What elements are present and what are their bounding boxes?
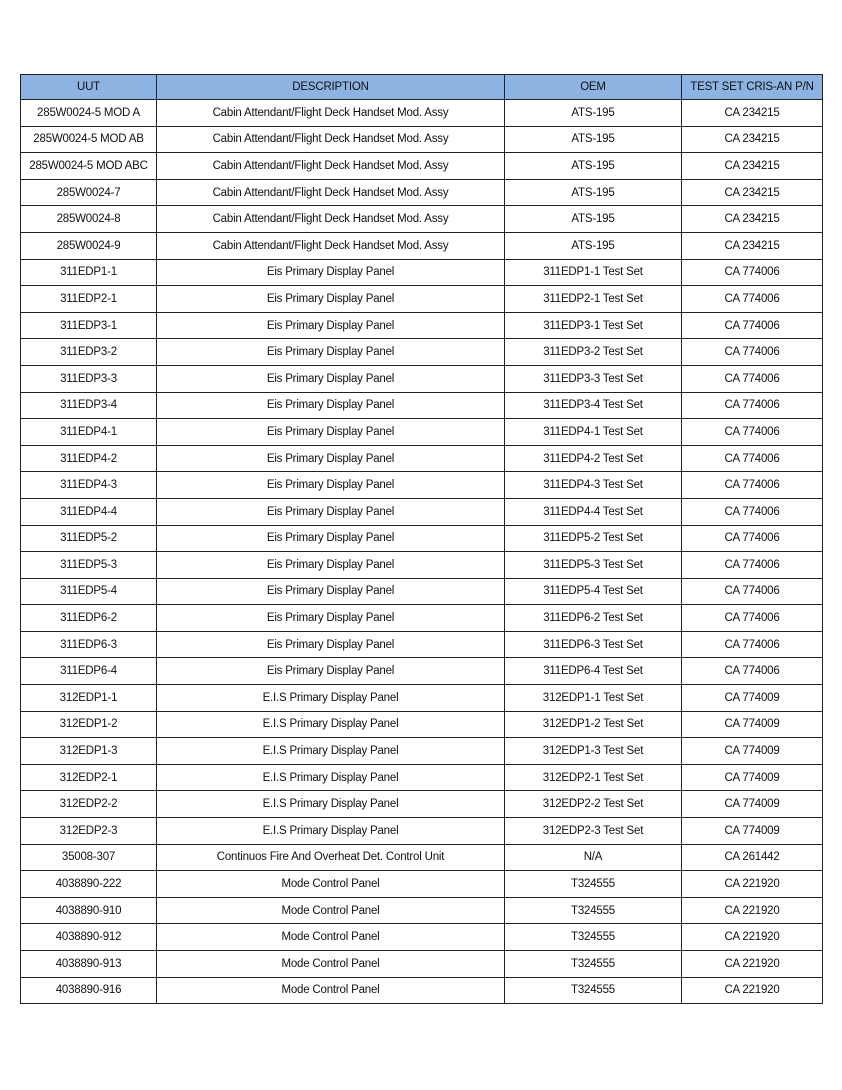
- cell-uut: 4038890-916: [21, 977, 157, 1004]
- header-description: DESCRIPTION: [157, 75, 505, 100]
- cell-uut: 285W0024-5 MOD AB: [21, 126, 157, 153]
- cell-oem: 311EDP4-3 Test Set: [505, 472, 682, 499]
- cell-test-set: CA 234215: [682, 126, 823, 153]
- cell-description: Eis Primary Display Panel: [157, 552, 505, 579]
- cell-uut: 311EDP2-1: [21, 286, 157, 313]
- cell-description: Mode Control Panel: [157, 951, 505, 978]
- cell-uut: 311EDP3-1: [21, 312, 157, 339]
- cell-test-set: CA 774006: [682, 286, 823, 313]
- cell-test-set: CA 234215: [682, 100, 823, 127]
- cell-oem: 311EDP3-3 Test Set: [505, 365, 682, 392]
- cell-test-set: CA 774006: [682, 578, 823, 605]
- cell-description: Cabin Attendant/Flight Deck Handset Mod. Assy: [157, 206, 505, 233]
- table-body: [21, 100, 823, 1004]
- table-header: [21, 75, 823, 100]
- cell-uut: 35008-307: [21, 844, 157, 871]
- header-test-set: TEST SET CRIS-AN P/N: [682, 75, 823, 100]
- cell-test-set: CA 234215: [682, 206, 823, 233]
- cell-uut: 285W0024-5 MOD A: [21, 100, 157, 127]
- cell-description: Eis Primary Display Panel: [157, 312, 505, 339]
- table-row: [21, 126, 823, 153]
- cell-uut: 312EDP2-3: [21, 818, 157, 845]
- cell-test-set: CA 234215: [682, 179, 823, 206]
- cell-description: Eis Primary Display Panel: [157, 445, 505, 472]
- cell-test-set: CA 774006: [682, 445, 823, 472]
- cell-uut: 311EDP5-4: [21, 578, 157, 605]
- cell-test-set: CA 234215: [682, 232, 823, 259]
- cell-oem: 311EDP2-1 Test Set: [505, 286, 682, 313]
- cell-oem: 312EDP2-2 Test Set: [505, 791, 682, 818]
- cell-oem: 311EDP6-2 Test Set: [505, 605, 682, 632]
- header-oem: OEM: [505, 75, 682, 100]
- cell-description: E.I.S Primary Display Panel: [157, 711, 505, 738]
- cell-oem: 311EDP4-2 Test Set: [505, 445, 682, 472]
- table-row: [21, 179, 823, 206]
- table-row: [21, 871, 823, 898]
- cell-oem: ATS-195: [505, 179, 682, 206]
- table-row: [21, 844, 823, 871]
- table-row: [21, 977, 823, 1004]
- cell-uut: 311EDP5-2: [21, 525, 157, 552]
- table-row: [21, 286, 823, 313]
- header-uut: UUT: [21, 75, 157, 100]
- cell-description: E.I.S Primary Display Panel: [157, 738, 505, 765]
- cell-description: Eis Primary Display Panel: [157, 658, 505, 685]
- table-row: [21, 552, 823, 579]
- cell-uut: 311EDP6-4: [21, 658, 157, 685]
- cell-test-set: CA 774006: [682, 631, 823, 658]
- cell-oem: ATS-195: [505, 126, 682, 153]
- cell-description: Cabin Attendant/Flight Deck Handset Mod. Assy: [157, 126, 505, 153]
- table-row: [21, 818, 823, 845]
- header-row: [21, 75, 823, 100]
- cell-uut: 311EDP3-2: [21, 339, 157, 366]
- table-row: [21, 711, 823, 738]
- cell-uut: 4038890-913: [21, 951, 157, 978]
- cell-oem: T324555: [505, 924, 682, 951]
- cell-description: Mode Control Panel: [157, 977, 505, 1004]
- cell-oem: 311EDP4-4 Test Set: [505, 498, 682, 525]
- table-row: [21, 658, 823, 685]
- cell-uut: 312EDP2-2: [21, 791, 157, 818]
- table-row: [21, 631, 823, 658]
- cell-test-set: CA 774006: [682, 552, 823, 579]
- cell-uut: 4038890-222: [21, 871, 157, 898]
- cell-uut: 311EDP1-1: [21, 259, 157, 286]
- table-row: [21, 951, 823, 978]
- cell-description: Mode Control Panel: [157, 897, 505, 924]
- cell-uut: 4038890-912: [21, 924, 157, 951]
- cell-oem: 312EDP1-3 Test Set: [505, 738, 682, 765]
- cell-description: Mode Control Panel: [157, 924, 505, 951]
- cell-description: Cabin Attendant/Flight Deck Handset Mod. Assy: [157, 153, 505, 180]
- cell-oem: 311EDP1-1 Test Set: [505, 259, 682, 286]
- cell-uut: 311EDP6-3: [21, 631, 157, 658]
- cell-description: Cabin Attendant/Flight Deck Handset Mod. Assy: [157, 179, 505, 206]
- table-row: [21, 153, 823, 180]
- cell-description: Eis Primary Display Panel: [157, 525, 505, 552]
- cell-description: E.I.S Primary Display Panel: [157, 791, 505, 818]
- table-row: [21, 738, 823, 765]
- table-row: [21, 312, 823, 339]
- cell-uut: 312EDP1-2: [21, 711, 157, 738]
- cell-description: Continuos Fire And Overheat Det. Control Unit: [157, 844, 505, 871]
- table-row: [21, 100, 823, 127]
- cell-uut: 285W0024-7: [21, 179, 157, 206]
- cell-oem: T324555: [505, 897, 682, 924]
- table-row: [21, 605, 823, 632]
- cell-description: Cabin Attendant/Flight Deck Handset Mod. Assy: [157, 232, 505, 259]
- cell-uut: 312EDP1-1: [21, 685, 157, 712]
- cell-test-set: CA 261442: [682, 844, 823, 871]
- cell-test-set: CA 774009: [682, 711, 823, 738]
- cell-uut: 312EDP1-3: [21, 738, 157, 765]
- table-row: [21, 924, 823, 951]
- cell-oem: T324555: [505, 951, 682, 978]
- cell-description: E.I.S Primary Display Panel: [157, 685, 505, 712]
- cell-test-set: CA 774006: [682, 419, 823, 446]
- table-row: [21, 498, 823, 525]
- cell-oem: 311EDP3-4 Test Set: [505, 392, 682, 419]
- table-row: [21, 259, 823, 286]
- cell-description: Eis Primary Display Panel: [157, 365, 505, 392]
- parts-table: [20, 74, 823, 1004]
- cell-test-set: CA 774006: [682, 605, 823, 632]
- table-row: [21, 365, 823, 392]
- cell-test-set: CA 774006: [682, 365, 823, 392]
- cell-uut: 311EDP3-4: [21, 392, 157, 419]
- cell-test-set: CA 221920: [682, 924, 823, 951]
- cell-oem: N/A: [505, 844, 682, 871]
- cell-uut: 311EDP4-2: [21, 445, 157, 472]
- table-row: [21, 685, 823, 712]
- cell-uut: 285W0024-8: [21, 206, 157, 233]
- cell-description: Eis Primary Display Panel: [157, 392, 505, 419]
- cell-uut: 311EDP4-1: [21, 419, 157, 446]
- cell-test-set: CA 221920: [682, 871, 823, 898]
- cell-test-set: CA 774009: [682, 738, 823, 765]
- table-row: [21, 472, 823, 499]
- cell-test-set: CA 774006: [682, 498, 823, 525]
- cell-description: Eis Primary Display Panel: [157, 472, 505, 499]
- cell-test-set: CA 774006: [682, 472, 823, 499]
- table-row: [21, 392, 823, 419]
- cell-test-set: CA 221920: [682, 951, 823, 978]
- cell-oem: ATS-195: [505, 206, 682, 233]
- cell-description: Eis Primary Display Panel: [157, 339, 505, 366]
- table-row: [21, 206, 823, 233]
- cell-oem: 312EDP1-1 Test Set: [505, 685, 682, 712]
- table-row: [21, 445, 823, 472]
- cell-oem: 311EDP5-2 Test Set: [505, 525, 682, 552]
- cell-uut: 311EDP4-4: [21, 498, 157, 525]
- cell-description: Eis Primary Display Panel: [157, 286, 505, 313]
- cell-oem: 311EDP3-1 Test Set: [505, 312, 682, 339]
- cell-uut: 311EDP5-3: [21, 552, 157, 579]
- table-row: [21, 525, 823, 552]
- cell-oem: 311EDP5-3 Test Set: [505, 552, 682, 579]
- cell-uut: 311EDP6-2: [21, 605, 157, 632]
- cell-description: Mode Control Panel: [157, 871, 505, 898]
- cell-oem: 311EDP6-3 Test Set: [505, 631, 682, 658]
- cell-test-set: CA 774006: [682, 525, 823, 552]
- cell-test-set: CA 774009: [682, 764, 823, 791]
- table-row: [21, 339, 823, 366]
- cell-oem: ATS-195: [505, 153, 682, 180]
- cell-oem: 312EDP1-2 Test Set: [505, 711, 682, 738]
- cell-test-set: CA 774006: [682, 339, 823, 366]
- cell-uut: 311EDP3-3: [21, 365, 157, 392]
- cell-description: Eis Primary Display Panel: [157, 419, 505, 446]
- cell-test-set: CA 774006: [682, 392, 823, 419]
- table-row: [21, 232, 823, 259]
- cell-test-set: CA 774006: [682, 658, 823, 685]
- table-row: [21, 764, 823, 791]
- cell-uut: 311EDP4-3: [21, 472, 157, 499]
- cell-description: Eis Primary Display Panel: [157, 605, 505, 632]
- cell-test-set: CA 774009: [682, 791, 823, 818]
- cell-oem: ATS-195: [505, 232, 682, 259]
- cell-description: Eis Primary Display Panel: [157, 631, 505, 658]
- cell-oem: 311EDP4-1 Test Set: [505, 419, 682, 446]
- table-row: [21, 419, 823, 446]
- cell-uut: 285W0024-9: [21, 232, 157, 259]
- cell-oem: ATS-195: [505, 100, 682, 127]
- cell-description: Eis Primary Display Panel: [157, 498, 505, 525]
- cell-oem: 311EDP6-4 Test Set: [505, 658, 682, 685]
- cell-description: Eis Primary Display Panel: [157, 259, 505, 286]
- cell-uut: 285W0024-5 MOD ABC: [21, 153, 157, 180]
- cell-uut: 4038890-910: [21, 897, 157, 924]
- cell-oem: 312EDP2-3 Test Set: [505, 818, 682, 845]
- cell-oem: 311EDP3-2 Test Set: [505, 339, 682, 366]
- cell-test-set: CA 234215: [682, 153, 823, 180]
- table-row: [21, 897, 823, 924]
- cell-oem: T324555: [505, 871, 682, 898]
- table-row: [21, 578, 823, 605]
- cell-oem: T324555: [505, 977, 682, 1004]
- cell-test-set: CA 221920: [682, 977, 823, 1004]
- cell-test-set: CA 774006: [682, 312, 823, 339]
- cell-test-set: CA 774006: [682, 259, 823, 286]
- cell-test-set: CA 774009: [682, 818, 823, 845]
- table-row: [21, 791, 823, 818]
- cell-oem: 311EDP5-4 Test Set: [505, 578, 682, 605]
- cell-test-set: CA 221920: [682, 897, 823, 924]
- cell-uut: 312EDP2-1: [21, 764, 157, 791]
- cell-test-set: CA 774009: [682, 685, 823, 712]
- cell-description: Eis Primary Display Panel: [157, 578, 505, 605]
- cell-description: Cabin Attendant/Flight Deck Handset Mod. Assy: [157, 100, 505, 127]
- cell-description: E.I.S Primary Display Panel: [157, 818, 505, 845]
- parts-table-container: [20, 74, 822, 1004]
- cell-oem: 312EDP2-1 Test Set: [505, 764, 682, 791]
- cell-description: E.I.S Primary Display Panel: [157, 764, 505, 791]
